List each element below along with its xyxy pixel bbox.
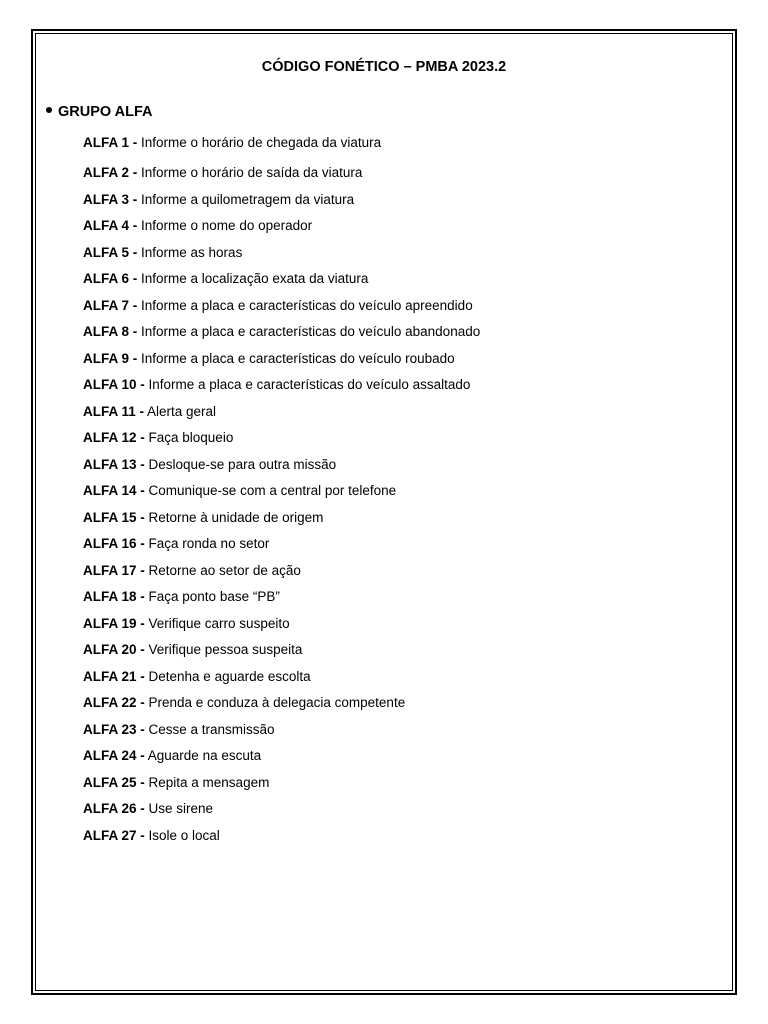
code-label: ALFA 4 - bbox=[83, 218, 138, 233]
code-description: Aguarde na escuta bbox=[144, 748, 262, 763]
code-description: Prenda e conduza à delegacia competente bbox=[144, 695, 406, 710]
code-label: ALFA 15 - bbox=[83, 509, 145, 525]
list-item bbox=[83, 799, 480, 826]
code-label: ALFA 6 - bbox=[83, 271, 138, 286]
code-label: ALFA 10 - bbox=[83, 377, 145, 392]
code-description: Retorne à unidade de origem bbox=[144, 509, 324, 525]
list-item bbox=[83, 561, 480, 588]
list-item bbox=[83, 826, 480, 853]
group-heading-label: GRUPO ALFA bbox=[58, 104, 153, 120]
list-item bbox=[83, 640, 480, 667]
code-description: Informe a placa e características do veículo roubado bbox=[137, 350, 455, 366]
list-item bbox=[83, 402, 480, 429]
list-item bbox=[83, 296, 480, 323]
code-label: ALFA 7 - bbox=[83, 297, 138, 313]
code-label: ALFA 24 - bbox=[83, 748, 145, 763]
code-label: ALFA 9 - bbox=[83, 350, 138, 366]
code-label: ALFA 25 - bbox=[83, 774, 145, 790]
code-description: Desloque-se para outra missão bbox=[144, 456, 337, 472]
list-item bbox=[83, 133, 480, 163]
code-label: ALFA 1 - bbox=[83, 135, 138, 150]
code-description: Verifique pessoa suspeita bbox=[144, 642, 303, 657]
list-item bbox=[83, 349, 480, 376]
code-label: ALFA 12 - bbox=[83, 430, 145, 445]
code-label: ALFA 27 - bbox=[83, 827, 145, 843]
list-item bbox=[83, 455, 480, 482]
list-item bbox=[83, 720, 480, 747]
list-item bbox=[83, 773, 480, 800]
list-item bbox=[83, 481, 480, 508]
code-label: ALFA 16 - bbox=[83, 536, 145, 551]
list-item bbox=[83, 587, 480, 614]
code-label: ALFA 23 - bbox=[83, 721, 145, 737]
code-description: Repita a mensagem bbox=[144, 774, 270, 790]
list-item bbox=[83, 269, 480, 296]
list-item bbox=[83, 375, 480, 402]
code-label: ALFA 8 - bbox=[83, 324, 138, 339]
code-label: ALFA 11 - bbox=[83, 403, 145, 419]
code-label: ALFA 3 - bbox=[83, 191, 138, 207]
code-description: Use sirene bbox=[144, 801, 214, 816]
code-label: ALFA 26 - bbox=[83, 801, 145, 816]
code-description: Faça ronda no setor bbox=[144, 536, 270, 551]
code-description: Informe o horário de chegada da viatura bbox=[137, 135, 382, 150]
code-label: ALFA 18 - bbox=[83, 589, 145, 604]
code-label: ALFA 13 - bbox=[83, 456, 145, 472]
code-label: ALFA 17 - bbox=[83, 562, 145, 578]
code-description: Informe a quilometragem da viatura bbox=[137, 191, 355, 207]
page-title: CÓDIGO FONÉTICO – PMBA 2023.2 bbox=[261, 59, 507, 75]
code-label: ALFA 20 - bbox=[83, 642, 145, 657]
code-description: Informe a placa e características do veículo apreendido bbox=[137, 297, 473, 313]
code-description: Isole o local bbox=[144, 827, 220, 843]
code-description: Alerta geral bbox=[144, 403, 217, 419]
code-label: ALFA 2 - bbox=[83, 165, 138, 180]
code-label: ALFA 21 - bbox=[83, 668, 145, 684]
code-description: Informe a placa e características do veículo abandonado bbox=[137, 324, 481, 339]
bullet-icon bbox=[46, 107, 52, 113]
code-description: Retorne ao setor de ação bbox=[144, 562, 301, 578]
list-item bbox=[83, 746, 480, 773]
code-description: Detenha e aguarde escolta bbox=[144, 668, 311, 684]
code-description: Informe as horas bbox=[137, 244, 243, 260]
code-description: Faça ponto base “PB” bbox=[144, 589, 280, 604]
code-description: Cesse a transmissão bbox=[144, 721, 275, 737]
code-label: ALFA 14 - bbox=[83, 483, 145, 498]
list-item bbox=[83, 693, 480, 720]
list-item bbox=[83, 216, 480, 243]
code-description: Informe o horário de saída da viatura bbox=[137, 165, 363, 180]
list-item bbox=[83, 428, 480, 455]
code-description: Faça bloqueio bbox=[144, 430, 234, 445]
code-label: ALFA 19 - bbox=[83, 615, 145, 631]
code-description: Informe o nome do operador bbox=[137, 218, 313, 233]
code-description: Informe a placa e características do veículo assaltado bbox=[144, 377, 471, 392]
list-item bbox=[83, 614, 480, 641]
group-heading bbox=[46, 102, 153, 122]
list-item bbox=[83, 243, 480, 270]
list-item bbox=[83, 163, 480, 190]
code-label: ALFA 22 - bbox=[83, 695, 145, 710]
list-item bbox=[83, 322, 480, 349]
list-item bbox=[83, 508, 480, 535]
list-item bbox=[83, 667, 480, 694]
list-item bbox=[83, 190, 480, 217]
list-item bbox=[83, 534, 480, 561]
code-label: ALFA 5 - bbox=[83, 244, 138, 260]
code-description: Comunique-se com a central por telefone bbox=[144, 483, 397, 498]
code-description: Verifique carro suspeito bbox=[144, 615, 290, 631]
code-description: Informe a localização exata da viatura bbox=[137, 271, 369, 286]
code-list bbox=[83, 133, 480, 852]
